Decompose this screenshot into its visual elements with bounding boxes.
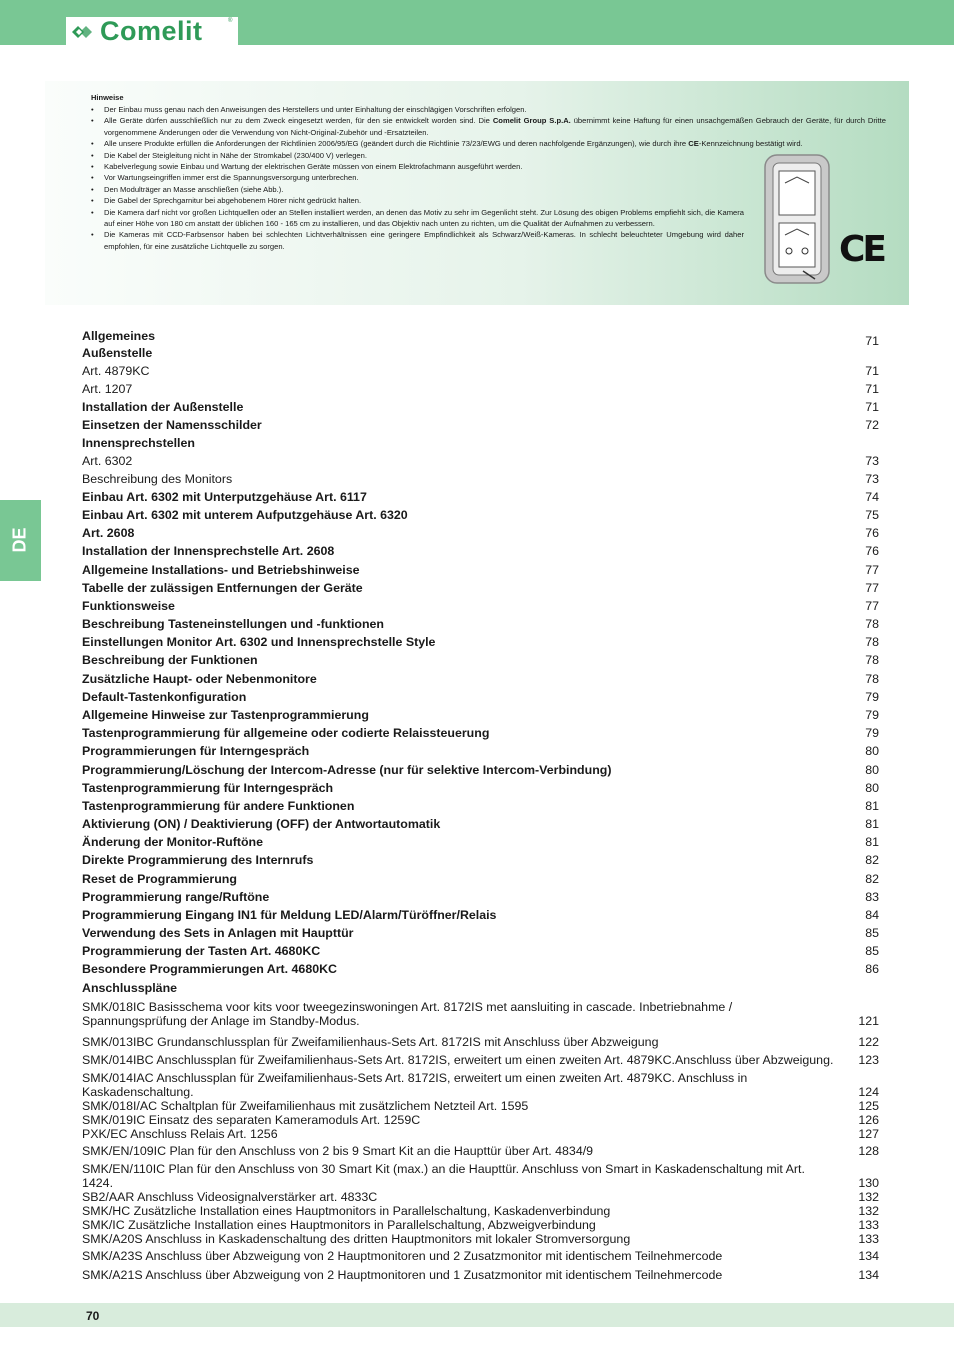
toc-entry[interactable]: [82, 672, 879, 686]
toc-entry[interactable]: [82, 563, 879, 577]
toc-title: Programmierung range/Ruftöne: [82, 890, 270, 904]
toc-page-number: 121: [858, 1014, 879, 1028]
language-tab: [0, 500, 41, 581]
toc-entry[interactable]: [82, 400, 879, 414]
page-header: [0, 0, 954, 45]
toc-entry[interactable]: [82, 472, 879, 486]
toc-page-number: 132: [858, 1190, 879, 1204]
toc-title: Allgemeine Hinweise zur Tastenprogrammierung: [82, 708, 369, 722]
note-item: [91, 115, 886, 138]
toc-page-number: 124: [858, 1085, 879, 1099]
toc-entry[interactable]: [82, 1127, 879, 1141]
toc-page-number: 134: [858, 1268, 879, 1282]
toc-title: Änderung der Monitor-Ruftöne: [82, 835, 264, 849]
toc-page-number: 80: [865, 781, 879, 795]
note-text: Kabelverlegung sowie Einbau und Wartung der elektrischen Geräte müssen von einem Elektrofachmann ausgeführt werden.: [104, 162, 523, 172]
language-tab-label: DE: [9, 527, 30, 553]
page-footer: [0, 1303, 954, 1327]
toc-page-number: 71: [865, 364, 879, 378]
toc-page-number: 134: [858, 1249, 879, 1263]
note-bold-text: CE: [688, 139, 699, 149]
ce-mark: CE: [839, 229, 885, 270]
toc-title: Tastenprogrammierung für Interngespräch: [82, 781, 334, 795]
toc-title: Anschlusspläne: [82, 981, 178, 995]
toc-page-number: 82: [865, 872, 879, 886]
toc-title: Programmierung Eingang IN1 für Meldung LED/Alarm/Türöffner/Relais: [82, 908, 497, 922]
toc-title: Programmierungen für Interngespräch: [82, 744, 310, 758]
toc-page-number: 126: [858, 1113, 879, 1127]
note-text: -Kennzeichnung bestätigt wird.: [698, 139, 803, 149]
toc-title: Art. 4879KC: [82, 364, 150, 378]
toc-entry[interactable]: [82, 890, 879, 904]
toc-title: Verwendung des Sets in Anlagen mit Haupttür: [82, 926, 354, 940]
toc-title: Tastenprogrammierung für andere Funktionen: [82, 799, 355, 813]
toc-title: Außenstelle: [82, 346, 153, 360]
toc-page-number: 79: [865, 708, 879, 722]
toc-title: Programmierung der Tasten Art. 4680KC: [82, 944, 321, 958]
toc-title: Direkte Programmierung des Internrufs: [82, 853, 314, 867]
toc-title: Reset de Programmierung: [82, 872, 237, 886]
toc-page-number: 74: [865, 490, 879, 504]
comelit-logo: [66, 17, 238, 45]
toc-page-number: 80: [865, 744, 879, 758]
toc-entry[interactable]: [82, 1000, 879, 1028]
toc-title: PXK/EC Anschluss Relais Art. 1256: [82, 1127, 278, 1141]
module-frame-illustration: [763, 153, 831, 285]
toc-entry[interactable]: [82, 853, 879, 867]
toc-title: SMK/IC Zusätzliche Installation eines Hauptmonitors in Parallelschaltung, Abzweigverbindung: [82, 1218, 596, 1232]
toc-entry[interactable]: [82, 763, 879, 777]
toc-entry[interactable]: [82, 617, 879, 631]
toc-page-number: 84: [865, 908, 879, 922]
toc-entry[interactable]: [82, 744, 879, 758]
toc-entry[interactable]: [82, 1099, 879, 1113]
toc-entry[interactable]: [82, 1204, 879, 1218]
table-of-contents: [82, 329, 879, 1282]
toc-page-number: 133: [858, 1218, 879, 1232]
toc-title: Beschreibung Tasteneinstellungen und -funktionen: [82, 617, 384, 631]
note-text: Alle unsere Produkte erfüllen die Anforderungen der Richtlinien 2006/95/EG (geändert durch die Richtlinie 73/23/EWG und deren nachfolgende Ergänzungen), wie durch ihre: [104, 139, 689, 149]
toc-entry[interactable]: [82, 1268, 879, 1282]
toc-page-number: 79: [865, 690, 879, 704]
toc-entry[interactable]: [82, 1232, 879, 1246]
toc-entry[interactable]: [82, 726, 879, 740]
toc-title: Default-Tastenkonfiguration: [82, 690, 247, 704]
toc-title: SMK/018IC Basisschema voor kits voor tweegezinswoningen Art. 8172IS met aansluiting in cascade. Inbetriebnahme / Spannungsprüfung der Anlage im Standby-Modus.: [82, 1000, 733, 1028]
toc-entry[interactable]: [82, 599, 879, 613]
toc-page-number: 77: [865, 563, 879, 577]
toc-title: Einsetzen der Namensschilder: [82, 418, 262, 432]
toc-entry[interactable]: [82, 690, 879, 704]
toc-title: SMK/EN/109IC Plan für den Anschluss von 2 bis 9 Smart Kit an die Haupttür über Art. 4834/9: [82, 1144, 594, 1158]
toc-page-number: 71: [865, 400, 879, 414]
note-text: übernimmt keine Haftung für einen unsachgemäßen Gebrauch der Geräte, für durch Dritte vorgenommene Änderungen oder die Verwendung von Nicht-Original-Zubehör und -Ersatzteilen.: [104, 116, 886, 137]
toc-title: SMK/A20S Anschluss in Kaskadenschaltung des dritten Hauptmonitors mit lokaler Stromversorgung: [82, 1232, 631, 1246]
toc-entry[interactable]: [82, 926, 879, 940]
toc-page-number: 81: [865, 817, 879, 831]
note-text: Den Modulträger an Masse anschließen (siehe Abb.).: [104, 184, 284, 194]
toc-entry[interactable]: [82, 1071, 879, 1099]
toc-page-number: 78: [865, 617, 879, 631]
toc-page-number: 81: [865, 835, 879, 849]
toc-entry[interactable]: [82, 526, 879, 540]
toc-title: SMK/014IAC Anschlussplan für Zweifamilienhaus-Sets Art. 8172IS, erweitert um einen zweiten Art. 4879KC. Anschluss in Kaskadenschaltung.: [82, 1071, 748, 1099]
note-text: Alle Geräte dürfen ausschließlich nur zu dem Zweck eingesetzt werden, für den sie entwickelt worden sind. Die: [104, 116, 493, 126]
toc-title: SMK/A21S Anschluss über Abzweigung von 2 Hauptmonitoren und 1 Zusatzmonitor mit identischem Teilnehmercode: [82, 1268, 723, 1282]
toc-page-number: 77: [865, 581, 879, 595]
page-number: 70: [86, 1309, 100, 1323]
toc-title: Innensprechstellen: [82, 436, 195, 450]
toc-title: SMK/013IBC Grundanschlussplan für Zweifamilienhaus-Sets Art. 8172IS mit Anschluss über Abzweigung: [82, 1035, 659, 1049]
toc-title: SMK/014IBC Anschlussplan für Zweifamilienhaus-Sets Art. 8172IS, erweitert um einen zweiten Art. 4879KC.Anschluss über Abzweigung.: [82, 1053, 834, 1067]
brand-name: Comelit: [100, 16, 203, 46]
toc-entry[interactable]: [82, 653, 879, 667]
toc-entry[interactable]: [82, 508, 879, 522]
toc-page-number: 80: [865, 763, 879, 777]
toc-entry[interactable]: [82, 835, 879, 849]
toc-page-number: 130: [858, 1176, 879, 1190]
toc-page-number: 133: [858, 1232, 879, 1246]
toc-page-number: 123: [858, 1053, 879, 1067]
toc-title: Tastenprogrammierung für allgemeine oder codierte Relaissteuerung: [82, 726, 490, 740]
toc-entry[interactable]: [82, 1218, 879, 1232]
toc-title: Aktivierung (ON) / Deaktivierung (OFF) der Antwortautomatik: [82, 817, 441, 831]
note-text: Der Einbau muss genau nach den Anweisungen des Herstellers und unter Einhaltung der einschlägigen Vorschriften erfolgen.: [104, 105, 527, 114]
toc-title: SMK/019IC Einsatz des separaten Kameramoduls Art. 1259C: [82, 1113, 421, 1127]
toc-entry[interactable]: [82, 418, 879, 432]
toc-page-number: 76: [865, 544, 879, 558]
toc-title: SMK/EN/110IC Plan für den Anschluss von 30 Smart Kit (max.) an die Haupttür. Anschluss von Smart in Kaskadenschaltung mit Art. 1424.: [82, 1162, 805, 1190]
toc-entry[interactable]: [82, 544, 879, 558]
toc-page-number: 83: [865, 890, 879, 904]
notes-title: Hinweise: [91, 93, 124, 102]
toc-title: Einstellungen Monitor Art. 6302 und Innensprechstelle Style: [82, 635, 436, 649]
toc-entry[interactable]: [82, 1249, 879, 1263]
note-text: Die Kabel der Steigleitung nicht in Nähe der Stromkabel (230/400 V) verlegen.: [104, 150, 367, 160]
toc-entry[interactable]: [82, 872, 879, 886]
toc-page-number: 81: [865, 799, 879, 813]
toc-entry[interactable]: [82, 454, 879, 468]
toc-entry[interactable]: [82, 581, 879, 595]
toc-page-number: 85: [865, 926, 879, 940]
note-text: Die Gabel der Sprechgarnitur bei abgehobenem Hörer nicht gedrückt halten.: [104, 196, 362, 206]
toc-entry[interactable]: [82, 1190, 879, 1204]
toc-page-number: 86: [865, 962, 879, 976]
toc-title: Besondere Programmierungen Art. 4680KC: [82, 962, 337, 976]
toc-title: Beschreibung der Funktionen: [82, 653, 258, 667]
toc-page-number: 127: [858, 1127, 879, 1141]
toc-entry[interactable]: [82, 490, 879, 504]
toc-entry[interactable]: [82, 1113, 879, 1127]
toc-entry[interactable]: [82, 329, 879, 348]
toc-entry[interactable]: [82, 799, 879, 813]
toc-title: Installation der Innensprechstelle Art. 2608: [82, 544, 335, 558]
toc-entry[interactable]: [82, 1144, 879, 1158]
toc-entry[interactable]: [82, 908, 879, 922]
toc-page-number: 71: [865, 334, 879, 348]
toc-title: Einbau Art. 6302 mit Unterputzgehäuse Art. 6117: [82, 490, 367, 504]
toc-entry[interactable]: [82, 1162, 879, 1190]
notes-box: [45, 81, 909, 305]
toc-entry[interactable]: [82, 944, 879, 958]
toc-entry[interactable]: [82, 382, 879, 396]
toc-title: Allgemeines: [82, 329, 155, 343]
toc-page-number: 77: [865, 599, 879, 613]
toc-page-number: 73: [865, 454, 879, 468]
note-text: Die Kamera darf nicht vor großen Lichtquellen oder an Stellen installiert werden, an denen das Motiv zu sehr im Gegenlicht steht. Zur Lösung des obigen Problems empfiehlt sich, die Kamera auf einer Höhe von 180 cm anstatt der üblichen 160 - 165 cm zu installieren, und das Objektiv nach unten zu richten, um die Qualität der Aufnahmen zu verbessern.: [104, 207, 744, 229]
toc-entry[interactable]: [82, 346, 879, 360]
note-text: Vor Wartungseingriffen immer erst die Spannungsversorgung unterbrechen.: [104, 173, 359, 183]
toc-entry[interactable]: [82, 1035, 879, 1049]
comelit-logo-icon: [70, 23, 98, 41]
toc-title: SMK/018I/AC Schaltplan für Zweifamilienhaus mit zusätzlichem Netzteil Art. 1595: [82, 1099, 529, 1113]
toc-page-number: 85: [865, 944, 879, 958]
toc-title: Programmierung/Löschung der Intercom-Adresse (nur für selektive Intercom-Verbindung): [82, 763, 612, 777]
toc-entry[interactable]: [82, 817, 879, 831]
toc-title: SB2/AAR Anschluss Videosignalverstärker art. 4833C: [82, 1190, 378, 1204]
toc-title: Einbau Art. 6302 mit unterem Aufputzgehäuse Art. 6320: [82, 508, 408, 522]
toc-page-number: 75: [865, 508, 879, 522]
toc-entry[interactable]: [82, 635, 879, 649]
note-item: [91, 104, 886, 115]
toc-page-number: 78: [865, 635, 879, 649]
note-item: [91, 207, 744, 230]
toc-entry[interactable]: [82, 364, 879, 378]
toc-title: Art. 1207: [82, 382, 133, 396]
registered-mark: ®: [228, 18, 233, 24]
toc-entry[interactable]: [82, 436, 879, 450]
toc-page-number: 78: [865, 653, 879, 667]
toc-entry[interactable]: [82, 708, 879, 722]
toc-page-number: 73: [865, 472, 879, 486]
note-item: [91, 138, 886, 149]
toc-page-number: 125: [858, 1099, 879, 1113]
toc-page-number: 128: [858, 1144, 879, 1158]
toc-title: SMK/A23S Anschluss über Abzweigung von 2 Hauptmonitoren und 2 Zusatzmonitor mit identischem Teilnehmercode: [82, 1249, 723, 1263]
toc-page-number: 76: [865, 526, 879, 540]
toc-title: Art. 2608: [82, 526, 135, 540]
toc-page-number: 82: [865, 853, 879, 867]
toc-title: Zusätzliche Haupt- oder Nebenmonitore: [82, 672, 317, 686]
note-bold-text: Comelit Group S.p.A.: [492, 116, 571, 126]
toc-title: Funktionsweise: [82, 599, 175, 613]
toc-page-number: 71: [865, 382, 879, 396]
toc-page-number: 78: [865, 672, 879, 686]
toc-title: Art. 6302: [82, 454, 133, 468]
toc-page-number: 122: [858, 1035, 879, 1049]
toc-title: SMK/HC Zusätzliche Installation eines Hauptmonitors in Parallelschaltung, Kaskadenverbindung: [82, 1204, 611, 1218]
toc-page-number: 132: [858, 1204, 879, 1218]
toc-entry[interactable]: [82, 962, 879, 976]
toc-title: Installation der Außenstelle: [82, 400, 244, 414]
toc-title: Tabelle der zulässigen Entfernungen der Geräte: [82, 581, 363, 595]
toc-page-number: 72: [865, 418, 879, 432]
note-text: Die Kameras mit CCD-Farbsensor haben bei schlechten Lichtverhältnissen eine geringere Empfindlichkeit als Schwarz/Weiß-Kameras. In schlecht beleuchteter Umgebung wird daher empfohlen, für eine zusätzliche Lichtquelle zu sorgen.: [104, 230, 744, 251]
toc-title: Beschreibung des Monitors: [82, 472, 233, 486]
toc-entry[interactable]: [82, 981, 879, 995]
toc-entry[interactable]: [82, 781, 879, 795]
toc-page-number: 79: [865, 726, 879, 740]
toc-title: Allgemeine Installations- und Betriebshinweise: [82, 563, 360, 577]
note-item: [91, 229, 744, 252]
toc-entry[interactable]: [82, 1053, 879, 1067]
